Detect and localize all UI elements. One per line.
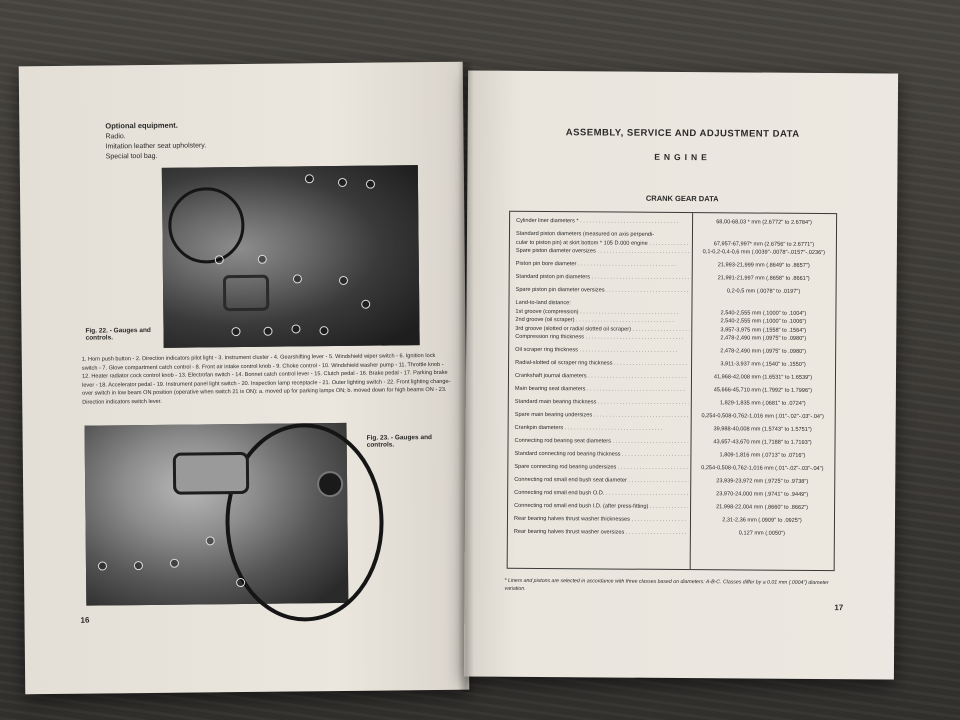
steering-wheel-shape <box>168 187 245 264</box>
callout-marker <box>231 327 240 336</box>
row-value: 23,970-24,000 mm (.9741" to .9449") <box>716 491 809 498</box>
table-row <box>510 239 836 248</box>
row-value: 23,939-23,972 mm (.9725" to .9738") <box>716 478 809 485</box>
callout-marker <box>206 536 215 545</box>
row-value: 2,478-2,490 mm (.0975" to .0980") <box>720 335 807 342</box>
table-row <box>508 515 834 524</box>
row-label: cular to piston pin) at skirt bottom * 105 D.000 engine . . . <box>516 239 690 246</box>
row-value: 41,968-42,008 mm (1.6531" to 1.6539") <box>713 374 813 381</box>
callout-marker <box>366 180 375 189</box>
callout-marker <box>215 255 224 264</box>
row-label: Connecting rod small end bush O.D. . . . <box>514 490 688 497</box>
row-value: 3,911-3,937 mm (.1540" to .1550") <box>720 361 806 368</box>
optional-item: Radio. <box>105 133 126 141</box>
row-label: Spare piston pin diameter oversizes . . . <box>516 287 690 294</box>
footnote: * Liners and pistons are selected in accordance with three classes based on diameters: A-B-C. Classes differ by a 0,01 mm (.0004") diameter variation. <box>504 577 829 592</box>
row-label: Rear bearing halves thrust washer oversizes . . . <box>514 529 688 536</box>
crank-gear-data-table <box>507 211 837 571</box>
callout-marker <box>134 561 143 570</box>
row-label: 2nd groove (oil scraper) . . . <box>515 317 689 324</box>
row-label: Spare piston diameter oversizes . . . <box>516 248 690 255</box>
table-row <box>509 325 835 334</box>
table-row <box>510 286 836 295</box>
table-row <box>509 437 835 446</box>
row-value <box>696 301 832 302</box>
table-row <box>509 372 835 381</box>
row-value: 68,00-68,03 * mm (2.6772" to 2.6784") <box>716 219 812 226</box>
optional-item: Imitation leather seat upholstery. <box>105 142 207 151</box>
row-value: 21,993-21,999 mm (.8649" to .8657") <box>717 262 810 269</box>
row-label: Standard piston diameters (measured on axis perpendi- <box>515 230 655 238</box>
optional-equipment-title: Optional equipment. <box>105 120 178 131</box>
callout-marker <box>361 300 370 309</box>
row-value: 0,2-0,5 mm (.0078" to .0197") <box>726 288 801 295</box>
table-row <box>509 398 835 407</box>
controls-legend: 1. Horn push button - 2. Direction indicators pilot light - 3. Instrument cluster - 4. Gearshifting lever - 5. Windshield wiper switch - 6. Ignition lock switch - 7. Glove compartment catch control - 8. Front air intake control knob - 9. Choke control - 10. Windshield washer pump - 11. Throttle knob - 12. Heater radiator cock control knob - 13. Electrofan switch - 14. Bonnet catch control lever - 15. Clutch pedal - 16. Brake pedal - 17. Parking brake lever - 18. Accelerator pedal - 19. Instrument panel light switch - 20. Inspection lamp receptacle - 21. Outer lighting switch - 22. Front lighting change-over switch in low beam ON position (operative when switch 21 is ON): a. moved up for parking lamps ON; b. moved down for high beams ON - 23. Direction indicators switch lever. <box>81 352 451 406</box>
row-value: 21,998-22,004 mm (.8660" to .8662") <box>716 504 809 511</box>
row-label: Spare main bearing undersizes . . . <box>515 412 689 419</box>
page-number: 16 <box>80 615 90 625</box>
callout-marker <box>98 561 107 570</box>
table-row <box>509 424 835 433</box>
row-value: 1,829-1,835 mm (.0681" to .0724") <box>719 400 806 407</box>
left-page <box>19 62 470 695</box>
row-label: Piston pin bore diameter . . . <box>516 261 690 268</box>
table-row <box>508 489 834 498</box>
row-label: Crankpin diameters . . . <box>515 425 689 432</box>
table-row <box>510 260 836 269</box>
callout-marker <box>291 324 300 333</box>
section-title: CRANK GEAR DATA <box>645 193 719 204</box>
right-page <box>464 71 898 680</box>
row-label: Standard main bearing thickness . . . <box>515 399 689 406</box>
table-row <box>509 411 835 420</box>
row-value: 3,957-3,975 mm (.1558" to .1564") <box>720 326 807 334</box>
table-row <box>509 333 835 342</box>
row-label: Rear bearing halves thrust washer thicknesses . . . <box>514 516 688 523</box>
callout-marker <box>258 255 267 264</box>
fig22-dashboard-photo <box>162 165 420 348</box>
row-label: Connecting rod bearing seat diameters . . . <box>515 438 689 445</box>
callout-marker <box>293 274 302 283</box>
row-value <box>696 232 832 233</box>
row-value: 43,657-43,670 mm (1.7188" to 1.7193") <box>713 439 812 446</box>
page-subheading: ENGINE <box>654 151 711 163</box>
row-label: Radial-slotted oil scraper ring thickness . . . <box>515 360 689 367</box>
callout-marker <box>339 276 348 285</box>
table-row <box>510 273 836 282</box>
row-label: Oil scraper ring thickness . . . <box>515 347 689 354</box>
pedal-shape <box>223 275 269 311</box>
table-row <box>510 299 836 307</box>
row-label: Standard connecting rod bearing thickness . . . <box>514 451 688 458</box>
row-label: Connecting rod small end bush seat diameter . . . <box>514 477 688 484</box>
row-value: 2,31-2,36 mm (.0909" to .0925") <box>722 517 802 524</box>
row-value: 2,540-2,555 mm (.1000" to .1006") <box>720 318 807 325</box>
row-label: Land-to-land distance: <box>515 299 571 307</box>
row-value: 0,254-0,508-0,762-1,016 mm (.01"-.02"-.03"-.04") <box>701 413 824 420</box>
row-label: Standard piston pin diameters . . . <box>516 274 690 281</box>
row-label: Connecting rod small end bush I.D. (after press-fitting) . . . <box>514 503 688 510</box>
table-row <box>508 528 834 537</box>
table-row <box>509 385 835 394</box>
row-value: 39,988-40,008 mm (1.5743" to 1.5751") <box>713 426 812 433</box>
row-value: 2,540-2,555 mm (.1000" to .1004") <box>720 309 807 317</box>
table-row <box>508 450 834 459</box>
row-label: Cylinder liner diameters * . . . <box>516 218 690 225</box>
book-spine <box>458 62 474 692</box>
fig23-instrument-panel-photo <box>84 423 348 606</box>
row-value: 2,478-2,490 mm (.0975" to .0980") <box>720 348 807 355</box>
row-value: 1,809-1,816 mm (.0713" to .0716") <box>719 452 806 459</box>
row-value: 21,991-21,997 mm (.8658" to .8661") <box>717 275 810 282</box>
fig22-caption: Fig. 22. - Gauges and controls. <box>85 326 151 342</box>
row-value: 0,254-0,508-0,762-1,016 mm (.01"-.02"-.03"-.04") <box>701 465 824 472</box>
instrument-cluster-shape <box>173 452 249 495</box>
row-label: Compression ring thickness . . . <box>515 334 689 341</box>
row-label: Crankshaft journal diameters . . . <box>515 373 689 380</box>
callout-marker <box>319 326 328 335</box>
table-row <box>508 502 834 511</box>
row-value: 0,1-0,2-0,4-0,6 mm (.0039"-.0078"-.0157"-.0236") <box>702 249 826 257</box>
row-label: 3rd groove (slotted or radial slotted oil scraper) . . . <box>515 325 689 332</box>
table-row <box>508 463 834 472</box>
table-row <box>509 346 835 355</box>
row-value: 67,957-67,997* mm (2.6756" to 2.6771") <box>713 240 815 248</box>
table-row <box>509 316 835 325</box>
row-label: 1st groove (compression) . . . <box>515 308 689 315</box>
row-value: 45,666-45,710 mm (1.7992" to 1.7996") <box>713 387 813 394</box>
table-row <box>510 230 836 238</box>
horn-button-shape <box>317 471 343 497</box>
table-row <box>510 247 836 257</box>
callout-marker <box>338 178 347 187</box>
callout-marker <box>305 174 314 183</box>
optional-item: Special tool bag. <box>105 152 158 161</box>
table-row <box>509 359 835 368</box>
table-row <box>509 308 835 317</box>
steering-wheel-shape <box>224 423 384 623</box>
page-heading: ASSEMBLY, SERVICE AND ADJUSTMENT DATA <box>565 127 800 140</box>
row-label: Spare connecting rod bearing undersizes . . . <box>514 464 688 471</box>
callout-marker <box>263 327 272 336</box>
table-row <box>510 217 836 226</box>
fig23-caption: Fig. 23. - Gauges and controls. <box>366 434 433 449</box>
page-number: 17 <box>834 603 844 613</box>
callout-marker <box>236 578 245 587</box>
table-divider <box>690 213 693 569</box>
callout-marker <box>170 559 179 568</box>
row-label: Main bearing seat diameters . . . <box>515 386 689 393</box>
table-row <box>508 476 834 485</box>
row-value: 0,127 mm (.0050") <box>738 530 785 537</box>
